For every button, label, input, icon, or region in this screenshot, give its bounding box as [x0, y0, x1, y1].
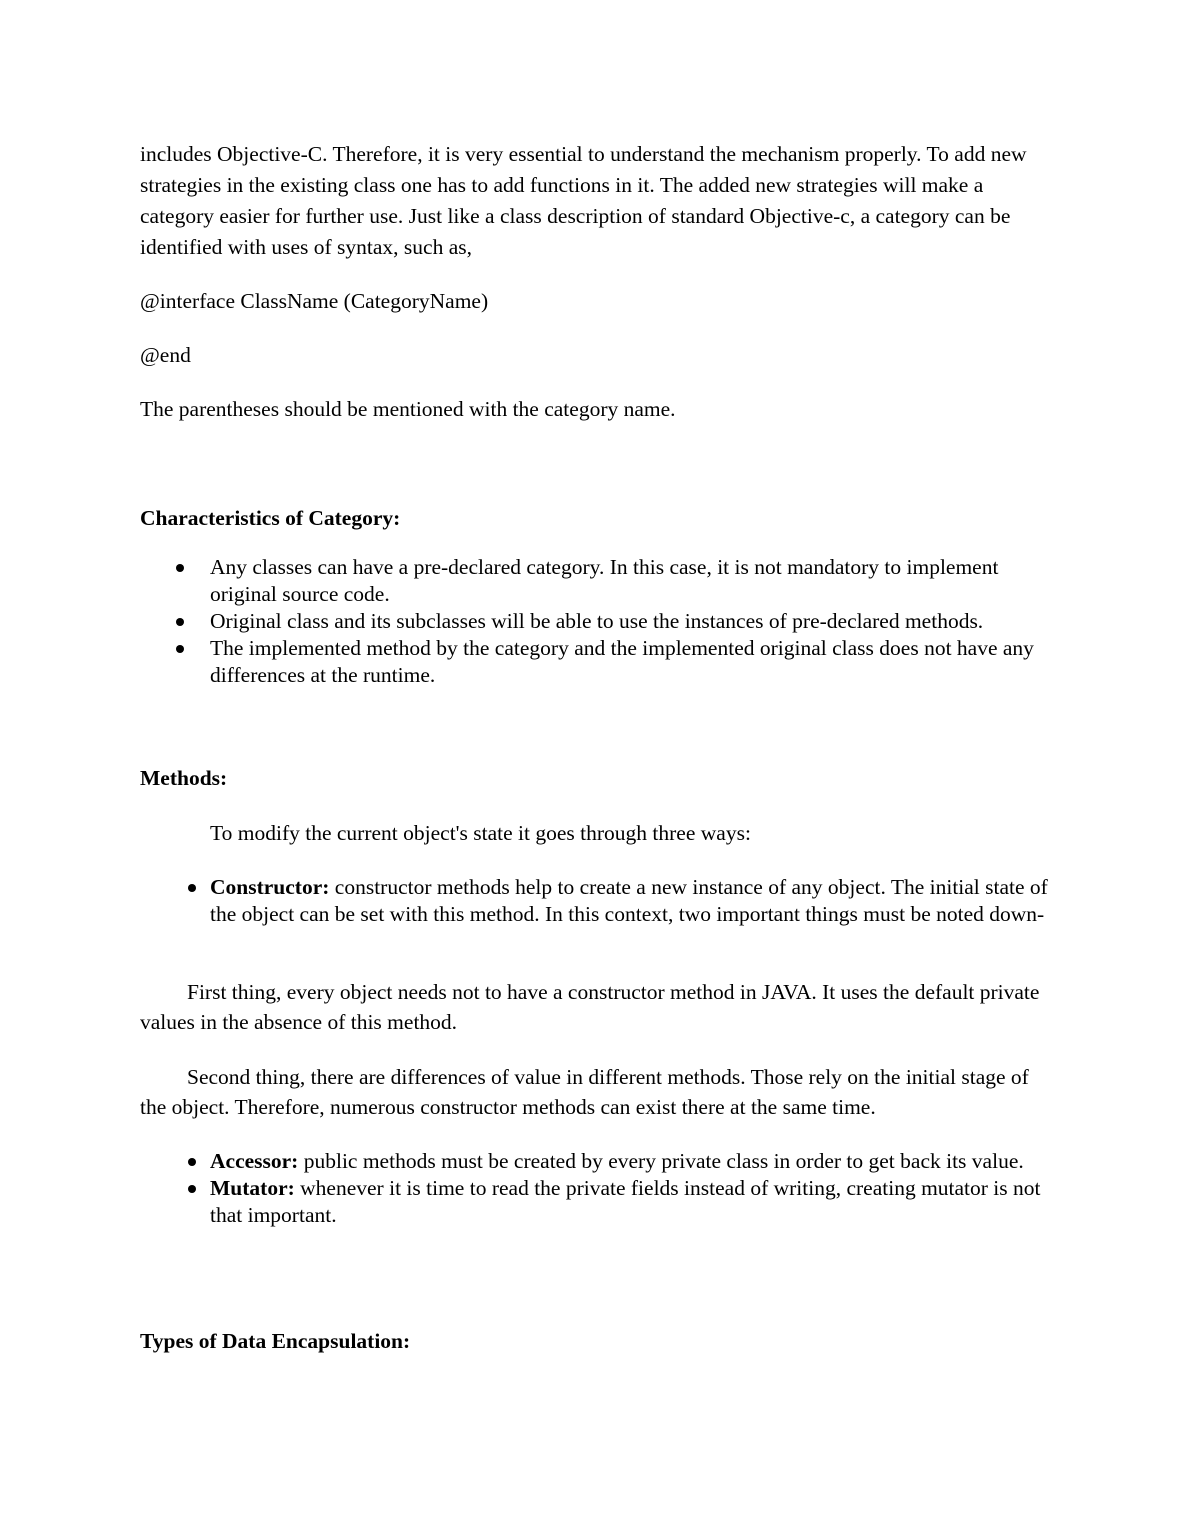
accessor-term: Accessor:: [210, 1149, 299, 1173]
list-item: [210, 635, 1060, 689]
list-item: [210, 1175, 1060, 1229]
bullet-icon: [188, 1158, 196, 1166]
constructor-term: Constructor:: [210, 875, 330, 899]
second-thing-paragraph: Second thing, there are differences of value in different methods. Those rely on the initial stage of the object. Therefore, numerous constructor methods can exist there at the same time.: [140, 1065, 1029, 1119]
methods-intro: To modify the current object's state it goes through three ways:: [210, 821, 751, 845]
characteristics-list: [210, 554, 1060, 689]
bullet-icon: [188, 1185, 196, 1193]
bullet-icon: [176, 564, 184, 572]
code-end-line: @end: [140, 343, 191, 367]
accessor-mutator-list: [210, 1148, 1060, 1229]
list-item-text: Original class and its subclasses will be able to use the instances of pre-declared methods.: [210, 609, 984, 633]
bullet-icon: [176, 645, 184, 653]
parentheses-note: The parentheses should be mentioned with the category name.: [140, 397, 676, 421]
list-item: [210, 1148, 1060, 1175]
accessor-text: public methods must be created by every private class in order to get back its value.: [298, 1149, 1024, 1173]
methods-heading: Methods:: [140, 766, 228, 790]
list-item-text: The implemented method by the category and the implemented original class does not have any differences at the runtime.: [210, 636, 1034, 687]
constructor-list: [210, 874, 1060, 928]
mutator-term: Mutator:: [210, 1176, 295, 1200]
list-item: [210, 608, 1060, 635]
bullet-icon: [176, 618, 184, 626]
mutator-text: whenever it is time to read the private fields instead of writing, creating mutator is not that important.: [210, 1176, 1041, 1227]
first-thing-paragraph: First thing, every object needs not to have a constructor method in JAVA. It uses the default private values in the absence of this method.: [140, 980, 1040, 1034]
constructor-text: constructor methods help to create a new instance of any object. The initial state of the object can be set with this method. In this context, two important things must be noted down-: [210, 875, 1048, 926]
list-item: [210, 554, 1060, 608]
types-heading: Types of Data Encapsulation:: [140, 1329, 411, 1353]
code-interface-line: @interface ClassName (CategoryName): [140, 289, 489, 313]
list-item-text: Any classes can have a pre-declared category. In this case, it is not mandatory to implement original source code.: [210, 555, 999, 606]
list-item: [210, 874, 1060, 928]
intro-paragraph: includes Objective-C. Therefore, it is very essential to understand the mechanism properly. To add new strategies in the existing class one has to add functions in it. The added new strategies will make a category easier for further use. Just like a class description of standard Objective-c, a category can be identified with uses of syntax, such as,: [140, 142, 1027, 259]
bullet-icon: [188, 884, 196, 892]
characteristics-heading: Characteristics of Category:: [140, 506, 401, 530]
